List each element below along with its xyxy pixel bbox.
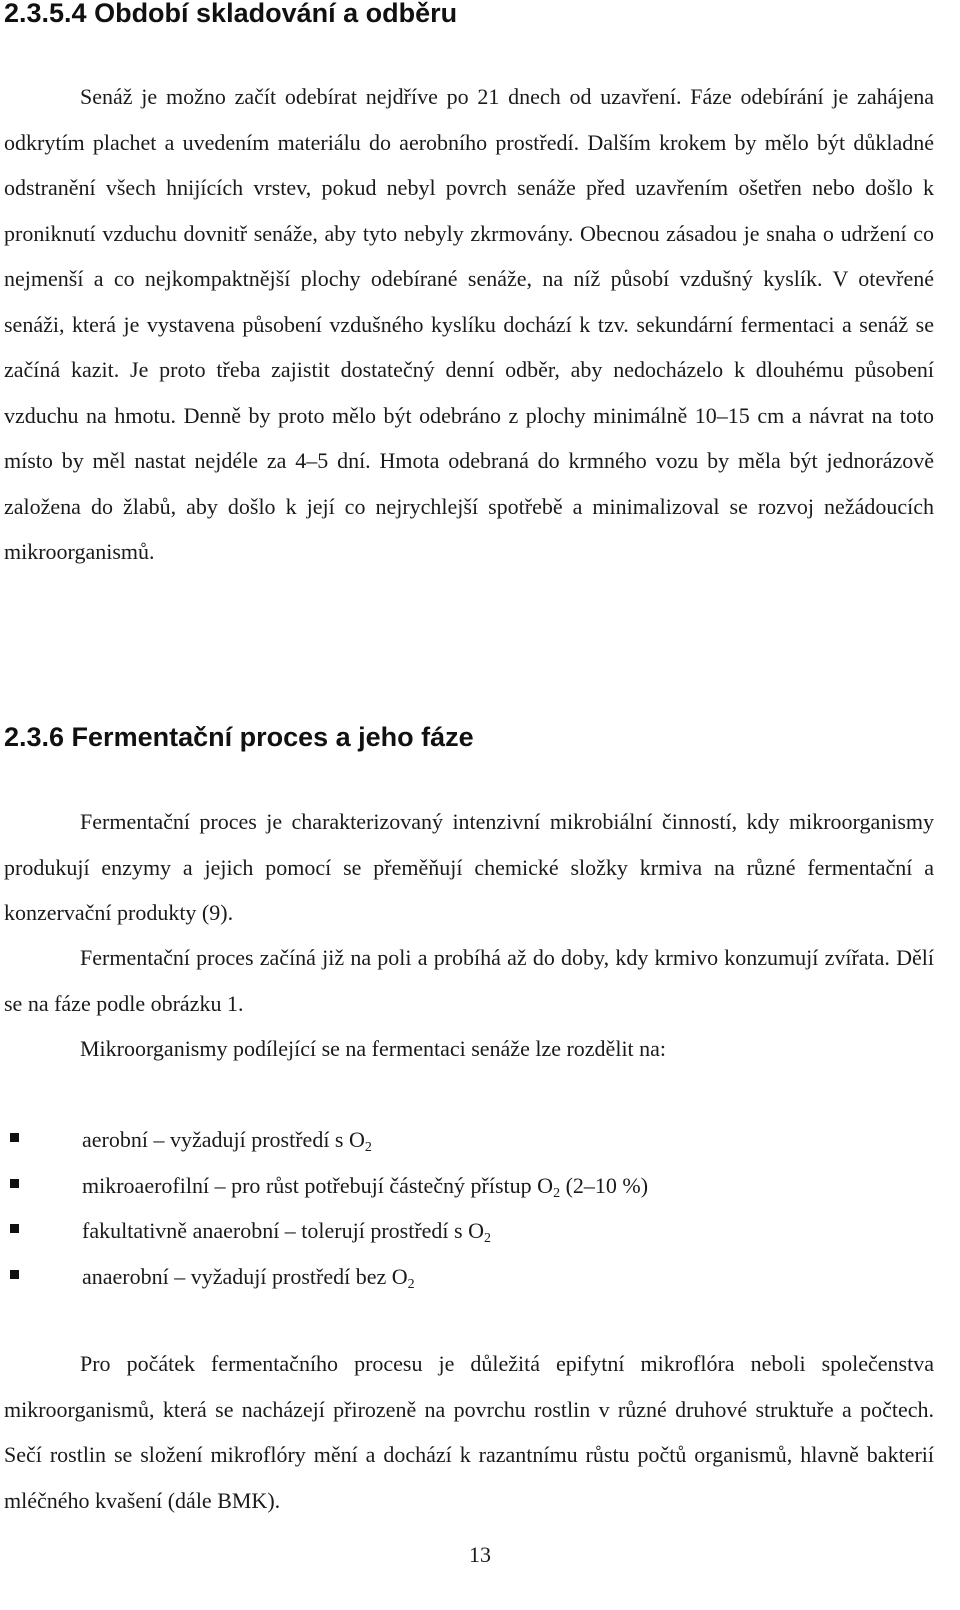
list-item: [0, 1163, 648, 1209]
paragraph-fermentation-definition: Fermentační proces je charakterizovaný intenzivní mikrobiální činností, kdy mikroorganismy produkují enzymy a jejich pomocí se přeměňují chemické složky krmiva na různé fermentační a konzervační produkty (9).: [4, 809, 934, 925]
list-item: [0, 1117, 648, 1163]
list-item-text: mikroaerofilní – pro růst potřebují částečný přístup O: [82, 1172, 554, 1198]
list-item-text: fakultativně anaerobní – tolerují prostředí s O: [82, 1218, 484, 1243]
section-heading-storage-and-withdrawal: 2.3.5.4 Období skladování a odběru: [4, 0, 458, 28]
list-item-text: anaerobní – vyžadují prostředí bez O: [82, 1263, 408, 1289]
subscript: 2: [484, 1231, 491, 1246]
paragraph-storage-withdrawal: Senáž je možno začít odebírat nejdříve po 21 dnech od uzavření. Fáze odebírání je zahájena odkrytím plachet a uvedením materiálu do aerobního prostředí. Dalším krokem by mělo být důkladné odstranění všech hnijících vrstev, pokud nebyl povrch senáže před uzavřením ošetřen nebo došlo k proniknutí vzduchu dovnitř senáže, aby tyto nebyly zkrmovány. Obecnou zásadou je snaha o udržení co nejmenší a co nejkompaktnější plochy odebírané senáže, na níž působí vzdušný kyslík. V otevřené senáži, která je vystavena působení vzdušného kyslíku dochází k tzv. sekundární fermentaci a senáž se začíná kazit. Je proto třeba zajistit dostatečný denní odběr, aby nedocházelo k dlouhému působení vzduchu na hmotu. Denně by proto mělo být odebráno z plochy minimálně 10–15 cm a návrat na toto místo by měl nastat nejdéle za 4–5 dní. Hmota odebraná do krmného vozu by měla být jednorázově založena do žlabů, aby došlo k její co nejrychlejší spotřebě a minimalizoval se rozvoj nežádoucích mikroorganismů.: [4, 84, 934, 564]
paragraph-fermentation-phases: Fermentační proces začíná již na poli a probíhá až do doby, kdy krmivo konzumují zvířata. Dělí se na fáze podle obrázku 1.: [4, 945, 934, 1016]
square-bullet-icon: [10, 1179, 19, 1188]
page-number: 13: [469, 1542, 491, 1567]
square-bullet-icon: [10, 1224, 19, 1233]
square-bullet-icon: [10, 1133, 19, 1142]
list-item: [0, 1208, 648, 1254]
subscript: 2: [553, 1185, 561, 1201]
section-heading-fermentation-process: 2.3.6 Fermentační proces a jeho fáze: [4, 722, 474, 752]
microorganism-types-list: [0, 1117, 648, 1299]
square-bullet-icon: [10, 1270, 19, 1279]
paragraph-epiphytic-microflora: Pro počátek fermentačního procesu je důležitá epifytní mikroflóra neboli společenstva mikroorganismů, která se nacházejí přirozeně na povrchu rostlin v různé druhové struktuře a počtech. Sečí rostlin se složení mikroflóry mění a dochází k razantnímu růstu počtů organismů, hlavně bakterií mléčného kvašení (dále BMK).: [4, 1351, 934, 1513]
list-item-text: aerobní – vyžadují prostředí s O: [82, 1127, 365, 1152]
subscript: 2: [364, 1140, 372, 1155]
paragraph-microorganisms-intro: Mikroorganismy podílející se na fermentaci senáže lze rozdělit na:: [80, 1036, 667, 1061]
list-item: [0, 1254, 648, 1300]
subscript: 2: [407, 1276, 415, 1292]
list-item-suffix: (2–10 %): [560, 1172, 649, 1198]
